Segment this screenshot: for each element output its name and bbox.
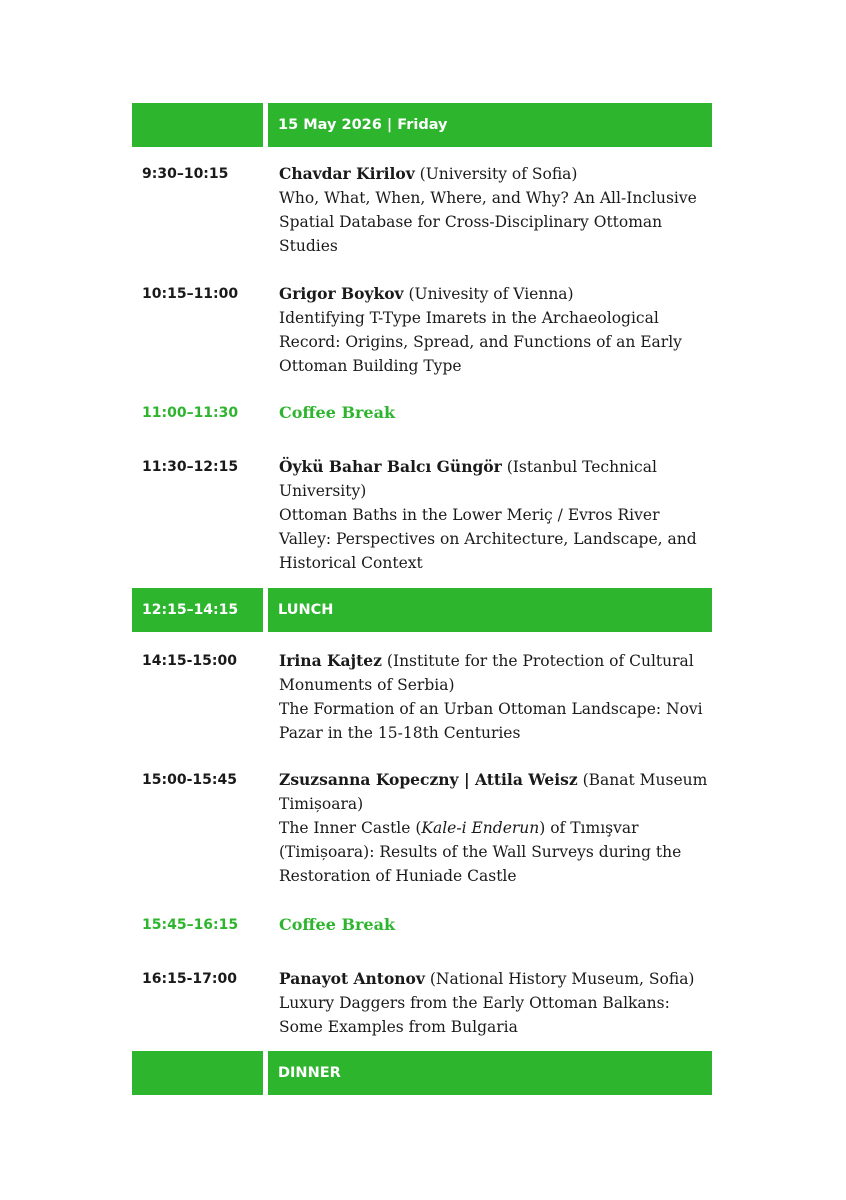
talk-title-pre: The Inner Castle (: [279, 819, 422, 837]
session-content: [279, 282, 709, 378]
talk-title: Identifying T-Type Imarets in the Archaeological Record: Origins, Spread, and Functions of an Early Ottoman Building Type: [279, 309, 682, 375]
break-label: Coffee Break: [279, 915, 396, 934]
talk-title: The Formation of an Urban Ottoman Landscape: Novi Pazar in the 15-18th Centuries: [279, 700, 703, 742]
talk-title: Luxury Daggers from the Early Ottoman Balkans: Some Examples from Bulgaria: [279, 994, 670, 1036]
dinner-band: [132, 1051, 712, 1095]
speaker-affiliation: (Institute for the Protection of Cultural Monuments of Serbia): [279, 652, 694, 694]
day-header-time-cell: [132, 103, 263, 147]
lunch-time: 12:15–14:15: [132, 588, 263, 632]
talk-title-post: ) of Tımışvar (Timișoara): Results of the Wall Surveys during the Restoration of Huniade Castle: [279, 819, 682, 885]
talk-title-italic: Kale-i Enderun: [421, 819, 540, 837]
day-header-label: 15 May 2026 | Friday: [268, 103, 712, 147]
speaker-affiliation: (University of Sofia): [414, 165, 578, 183]
dinner-time-cell: [132, 1051, 263, 1095]
dinner-label: DINNER: [268, 1051, 712, 1095]
speaker-name: Öykü Bahar Balcı Güngör: [279, 457, 502, 476]
speaker-name: Zsuzsanna Kopeczny | Attila Weisz: [279, 770, 578, 789]
session-time: 10:15–11:00: [142, 286, 239, 302]
break-time: 11:00–11:30: [142, 405, 239, 421]
speaker-affiliation: (National History Museum, Sofia): [424, 970, 695, 988]
session-content: [279, 967, 709, 1039]
session-time: 9:30–10:15: [142, 166, 229, 182]
session-time: 15:00-15:45: [142, 772, 237, 788]
session-time: 16:15-17:00: [142, 971, 237, 987]
lunch-band: [132, 588, 712, 632]
break-time: 15:45–16:15: [142, 917, 239, 933]
session-content: [279, 162, 709, 258]
speaker-name: Grigor Boykov: [279, 284, 404, 303]
speaker-affiliation: (Univesity of Vienna): [403, 285, 574, 303]
speaker-name: Irina Kajtez: [279, 651, 382, 670]
session-content: [279, 455, 709, 575]
day-header: [132, 103, 712, 147]
talk-title: Who, What, When, Where, and Why? An All-Inclusive Spatial Database for Cross-Disciplinary Ottoman Studies: [279, 189, 697, 255]
session-content: [279, 768, 709, 888]
speaker-name: Chavdar Kirilov: [279, 164, 415, 183]
lunch-label: LUNCH: [268, 588, 712, 632]
session-content: [279, 649, 709, 745]
speaker-affiliation: (Istanbul Technical University): [279, 458, 657, 500]
session-time: 14:15-15:00: [142, 653, 237, 669]
break-label: Coffee Break: [279, 403, 396, 422]
talk-title: Ottoman Baths in the Lower Meriç / Evros River Valley: Perspectives on Architecture, Landscape, and Historical Context: [279, 506, 697, 572]
speaker-name: Panayot Antonov: [279, 969, 425, 988]
session-time: 11:30–12:15: [142, 459, 239, 475]
speaker-affiliation: (Banat Museum Timișoara): [279, 771, 708, 813]
